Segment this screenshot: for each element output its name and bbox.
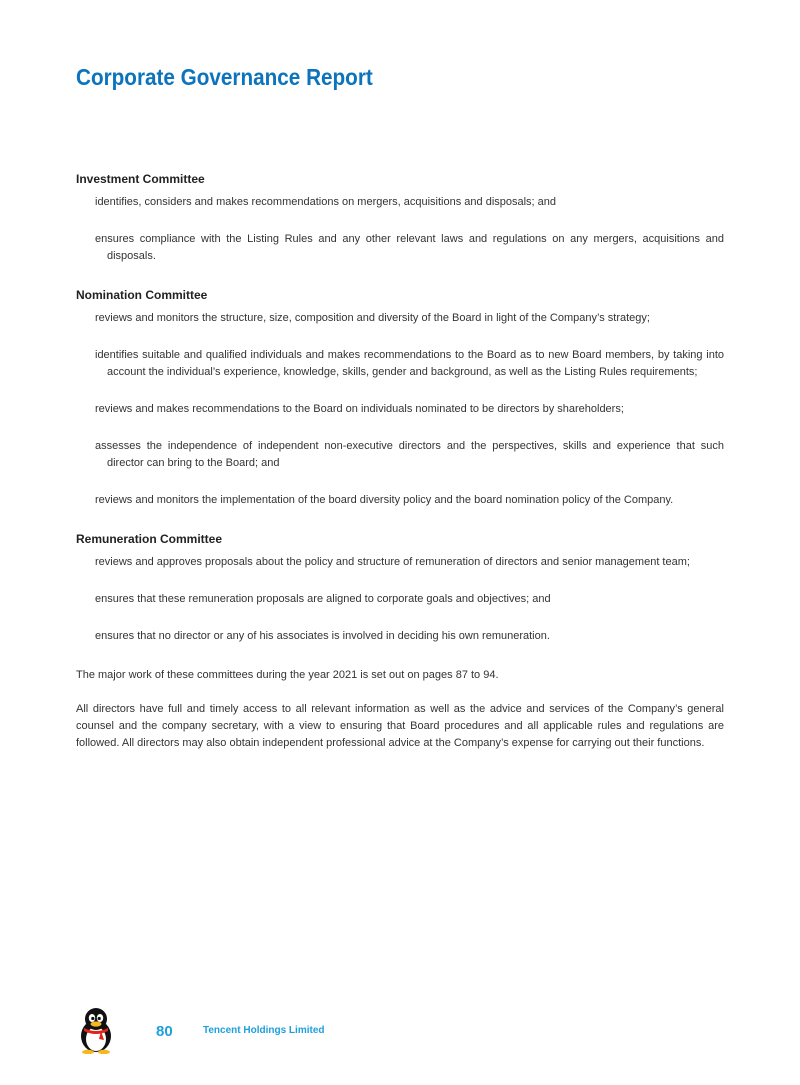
section-heading: Remuneration Committee: [76, 532, 223, 546]
list-item: assesses the independence of independent non-executive directors and the perspectives, skills and experience that such director can bring to the Board; and: [95, 440, 724, 469]
list-item: reviews and monitors the structure, size, composition and diversity of the Board in light of the Company’s strategy;: [95, 312, 650, 324]
remuneration-committee-section: [76, 531, 724, 645]
list-item: reviews and approves proposals about the policy and structure of remuneration of directors and senior management team;: [95, 556, 690, 568]
nomination-committee-section: [76, 287, 724, 509]
list-item: reviews and makes recommendations to the Board on individuals nominated to be directors by shareholders;: [95, 403, 624, 415]
body-paragraph: The major work of these committees during the year 2021 is set out on pages 87 to 94.: [76, 669, 499, 681]
section-heading: Nomination Committee: [76, 288, 208, 302]
section-heading: Investment Committee: [76, 172, 205, 186]
penguin-logo-icon: [76, 1006, 116, 1054]
investment-committee-section: [76, 171, 724, 265]
page-number: 80: [156, 1023, 173, 1040]
list-item: ensures compliance with the Listing Rules and any other relevant laws and regulations on any mergers, acquisitions and disposals.: [95, 233, 724, 262]
page-title: Corporate Governance Report: [76, 64, 373, 90]
list-item: identifies, considers and makes recommendations on mergers, acquisitions and disposals; and: [95, 196, 557, 208]
list-item: ensures that no director or any of his associates is involved in deciding his own remuneration.: [95, 630, 550, 642]
list-item: reviews and monitors the implementation of the board diversity policy and the board nomination policy of the Company.: [95, 494, 674, 506]
footer-company-name: Tencent Holdings Limited: [203, 1025, 325, 1036]
list-item: identifies suitable and qualified individuals and makes recommendations to the Board as to new Board members, by taking into account the individual’s experience, knowledge, skills, gender and background, as well as the Listing Rules requirements;: [95, 349, 724, 378]
list-item: ensures that these remuneration proposals are aligned to corporate goals and objectives; and: [95, 593, 551, 605]
page-footer: [76, 1006, 376, 1056]
report-body: [76, 171, 724, 769]
body-paragraph: All directors have full and timely access to all relevant information as well as the advice and services of the Company’s general counsel and the company secretary, with a view to ensuring that Board procedures and all applicable rules and regulations are followed. All directors may also obtain independent professional advice at the Company’s expense for carrying out their functions.: [76, 703, 724, 749]
